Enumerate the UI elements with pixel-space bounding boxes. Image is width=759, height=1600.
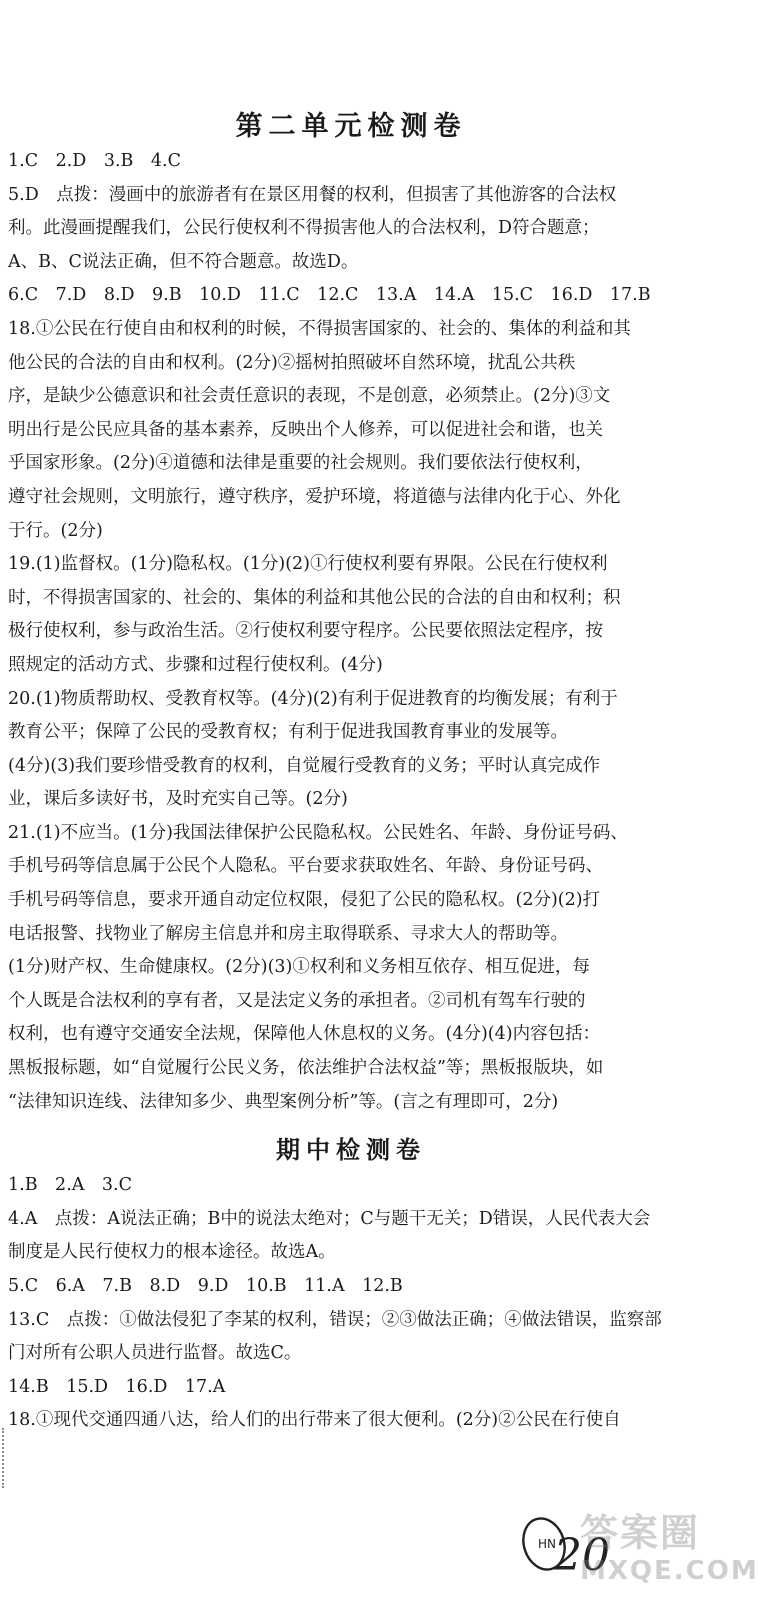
answer-line: 黑板报标题，如“自觉履行公民义务，依法维护合法权益”等；黑板报版块，如 <box>8 1058 604 1079</box>
answer-line: 1.C 2.D 3.B 4.C <box>8 151 181 171</box>
site-watermark <box>580 1510 759 1594</box>
answer-line: 明出行是公民应具备的基本素养，反映出个人修养，可以促进社会和谐，也关 <box>8 419 603 440</box>
answer-line: 19.(1)监督权。(1分)隐私权。(1分)(2)①行使权利要有界限。公民在行使权利 <box>8 554 608 575</box>
answer-line: 序，是缺少公德意识和社会责任意识的表现，不是创意，必须禁止。(2分)③文 <box>8 386 611 407</box>
page-number-badge: HN <box>538 1537 556 1551</box>
answer-line: 权利，也有遵守交通安全法规，保障他人休息权的义务。(4分)(4)内容包括： <box>8 1024 601 1045</box>
answer-line: 1.B 2.A 3.C <box>8 1175 132 1196</box>
answer-line: 手机号码等信息，要求开通自动定位权限，侵犯了公民的隐私权。(2分)(2)打 <box>8 890 601 911</box>
watermark-logo-text: 答案圈 <box>580 1511 701 1555</box>
answer-line: “法律知识连线、法律知多少、典型案例分析”等。(言之有理即可，2分) <box>8 1091 559 1112</box>
answer-line: 利。此漫画提醒我们，公民行使权利不得损害他人的合法权利，D符合题意； <box>8 218 600 239</box>
answer-line: 5.D 点拨：漫画中的旅游者有在景区用餐的权利，但损害了其他游客的合法权 <box>8 184 617 205</box>
answer-line: 乎国家形象。(2分)④道德和法律是重要的社会规则。我们要依法行使权利， <box>8 453 593 474</box>
section-title-midterm: 期中检测卷 <box>276 1135 426 1165</box>
answer-line: 4.A 点拨：A说法正确；B中的说法太绝对；C与题干无关；D错误，人民代表大会 <box>8 1208 651 1229</box>
answer-line: 教育公平；保障了公民的受教育权；有利于促进我国教育事业的发展等。 <box>8 722 568 743</box>
answer-lines-midterm <box>8 1169 694 1438</box>
answer-line: 照规定的活动方式、步骤和过程行使权利。(4分) <box>8 654 383 675</box>
answer-line: 业，课后多读好书，及时充实自己等。(2分) <box>8 789 348 810</box>
answer-line: 21.(1)不应当。(1分)我国法律保护公民隐私权。公民姓名、年龄、身份证号码、 <box>8 822 628 843</box>
answer-line: 时，不得损害国家的、社会的、集体的利益和其他公民的合法的自由和权利；积 <box>8 587 621 608</box>
page-number-text: 20 <box>554 1530 610 1581</box>
answer-line: 18.①现代交通四通八达，给人们的出行带来了很大便利。(2分)②公民在行使自 <box>8 1410 621 1431</box>
answer-line: A、B、C说法正确，但不符合题意。故选D。 <box>8 251 359 272</box>
answer-line: 制度是人民行使权力的根本途径。故选A。 <box>8 1242 336 1263</box>
answer-line: 13.C 点拨：①做法侵犯了李某的权利，错误；②③做法正确；④做法错误，监察部 <box>8 1309 662 1330</box>
answer-line: 14.B 15.D 16.D 17.A <box>8 1376 226 1397</box>
answer-line: 手机号码等信息属于公民个人隐私。平台要求获取姓名、年龄、身份证号码、 <box>8 856 603 877</box>
answer-line: 遵守社会规则，文明旅行，遵守秩序，爱护环境，将道德与法律内化于心、外化 <box>8 486 621 507</box>
answer-line: 个人既是合法权利的享有者，又是法定义务的承担者。②司机有驾车行驶的 <box>8 990 586 1011</box>
answer-line: 极行使权利，参与政治生活。②行使权利要守程序。公民要依照法定程序，按 <box>8 621 603 642</box>
answer-line: 于行。(2分) <box>8 520 103 541</box>
answer-line: 20.(1)物质帮助权、受教育权等。(4分)(2)有利于促进教育的均衡发展；有利于 <box>8 688 618 709</box>
answer-line: 5.C 6.A 7.B 8.D 9.D 10.B 11.A 12.B <box>8 1276 403 1296</box>
section-title-unit2: 第二单元检测卷 <box>235 111 467 142</box>
answer-line: (4分)(3)我们要珍惜受教育的权利，自觉履行受教育的义务；平时认真完成作 <box>8 755 601 776</box>
answer-line: (1分)财产权、生命健康权。(2分)(3)①权利和义务相互依存、相互促进，每 <box>8 957 590 978</box>
answer-line: 门对所有公职人员进行监督。故选C。 <box>8 1343 302 1364</box>
answer-lines-unit2 <box>8 145 694 1119</box>
answer-line: 6.C 7.D 8.D 9.B 10.D 11.C 12.C 13.A 14.A 15.C 16.D 17.B <box>8 285 651 306</box>
answer-line: 他公民的合法的自由和权利。(2分)②摇树拍照破坏自然环境，扰乱公共秩 <box>8 352 576 373</box>
watermark-domain-text: MXQE.COM <box>580 1556 759 1586</box>
answer-line: 电话报警、找物业了解房主信息并和房主取得联系、寻求大人的帮助等。 <box>8 923 568 944</box>
margin-dotted-line <box>2 1428 8 1488</box>
answer-line: 18.①公民在行使自由和权利的时候，不得损害国家的、社会的、集体的利益和其 <box>8 318 631 339</box>
